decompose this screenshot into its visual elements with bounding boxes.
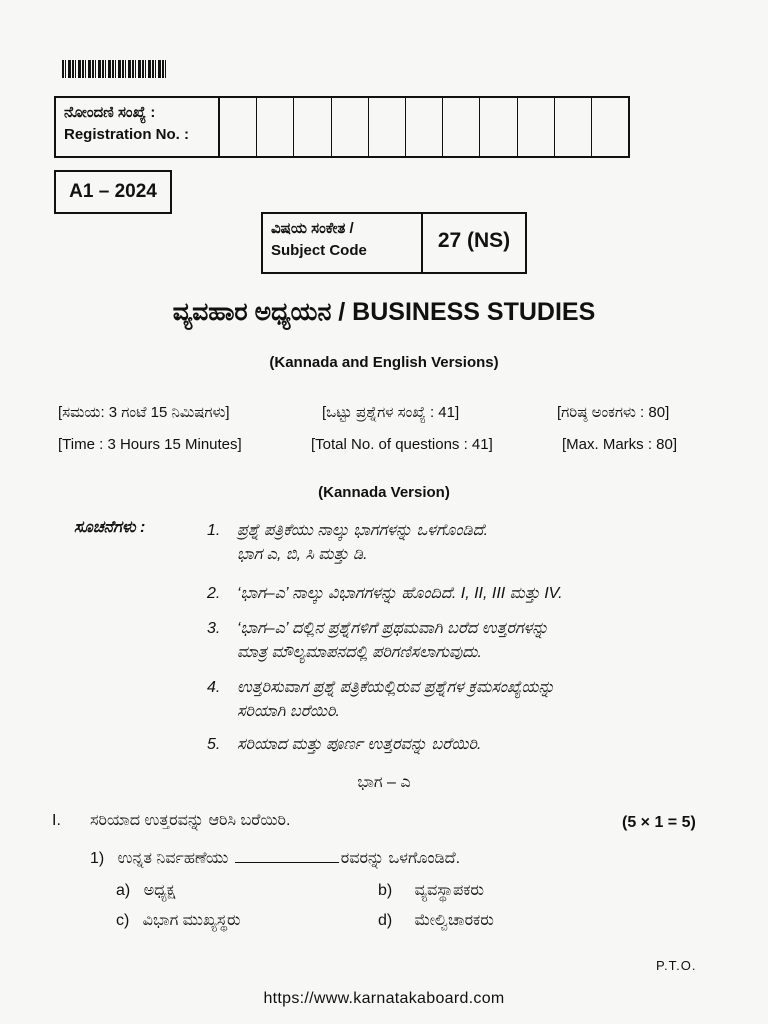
instruction-1: 1. ಪ್ರಶ್ನೆ ಪತ್ರಿಕೆಯು ನಾಲ್ಕು ಭಾಗಗಳನ್ನು ಒಳಗೊಂಡಿದೆ. ಭಾಗ ಎ, ಬಿ, ಸಿ ಮತ್ತು ಡಿ. [207,522,489,563]
page-title: ವ್ಯವಹಾರ ಅಧ್ಯಯನ / BUSINESS STUDIES [172,298,596,326]
barcode [62,60,166,78]
registration-cells [220,98,628,156]
marks-kn: [ಗರಿಷ್ಠ ಅಂಕಗಳು : 80] [557,404,670,421]
option-a: a) ಅಧ್ಯಕ್ಷ [116,882,176,899]
marks-en: [Max. Marks : 80] [562,436,678,453]
instruction-3: 3. ‘ಭಾಗ–ಎ’ ದಲ್ಲಿನ ಪ್ರಶ್ನೆಗಳಿಗೆ ಪ್ರಥಮವಾಗಿ ಬರೆದ ಉತ್ತರಗಳನ್ನು ಮಾತ್ರ ಮೌಲ್ಯಮಾಪನದಲ್ಲಿ ಪರಿಗಣಿಸಲಾಗುವುದು. [207,620,549,661]
instruction-4: 4. ಉತ್ತರಿಸುವಾಗ ಪ್ರಶ್ನೆ ಪತ್ರಿಕೆಯಲ್ಲಿರುವ ಪ್ರಶ್ನೆಗಳ ಕ್ರಮಸಂಖ್ಯೆಯನ್ನು ಸರಿಯಾಗಿ ಬರೆಯಿರಿ. [207,679,555,720]
option-b: b) ವ್ಯವಸ್ಥಾಪಕರು [378,882,484,899]
version-heading: (Kannada Version) [318,484,450,501]
part-heading: ಭಾಗ – ಎ [357,774,411,791]
section-number: I. [52,812,61,829]
footer-url[interactable]: https://www.karnatakaboard.com [263,990,505,1007]
paper-code: A1 – 2024 [54,170,172,214]
questions-kn: [ಒಟ್ಟು ಪ್ರಶ್ನೆಗಳ ಸಂಖ್ಯೆ : 41] [322,404,460,421]
time-en: [Time : 3 Hours 15 Minutes] [58,436,242,453]
answer-blank [235,862,339,863]
time-kn: [ಸಮಯ: 3 ಗಂಟೆ 15 ನಿಮಿಷಗಳು] [58,404,230,421]
instruction-2: 2. ‘ಭಾಗ–ಎ’ ನಾಲ್ಕು ವಿಭಾಗಗಳನ್ನು ಹೊಂದಿದೆ. I, II, III ಮತ್ತು IV. [207,585,563,602]
questions-en: [Total No. of questions : 41] [311,436,493,453]
subject-code-label: ವಿಷಯ ಸಂಕೇತ / Subject Code [263,214,423,272]
subject-code-value: 27 (NS) [437,229,511,252]
section-instruction: ಸರಿಯಾದ ಉತ್ತರವನ್ನು ಆರಿಸಿ ಬರೆಯಿರಿ. [90,812,291,829]
section-marks: (5 × 1 = 5) [622,814,696,831]
registration-box [54,96,630,158]
registration-label: ನೋಂದಣಿ ಸಂಖ್ಯೆ : Registration No. : [56,98,220,156]
versions-subtitle: (Kannada and English Versions) [269,354,499,371]
instruction-5: 5. ಸರಿಯಾದ ಮತ್ತು ಪೂರ್ಣ ಉತ್ತರವನ್ನು ಬರೆಯಿರಿ. [207,736,482,753]
option-c: c) ವಿಭಾಗ ಮುಖ್ಯಸ್ಥರು [116,912,241,929]
question-1: 1) ಉನ್ನತ ನಿರ್ವಹಣೆಯು ರವರನ್ನು ಒಳಗೊಂಡಿದೆ. [90,850,461,867]
option-d: d) ಮೇಲ್ವಿಚಾರಕರು [378,912,494,929]
instructions-heading: ಸೂಚನೆಗಳು : [74,519,146,536]
pto-note: P.T.O. [656,958,697,973]
subject-code-box [261,212,527,274]
